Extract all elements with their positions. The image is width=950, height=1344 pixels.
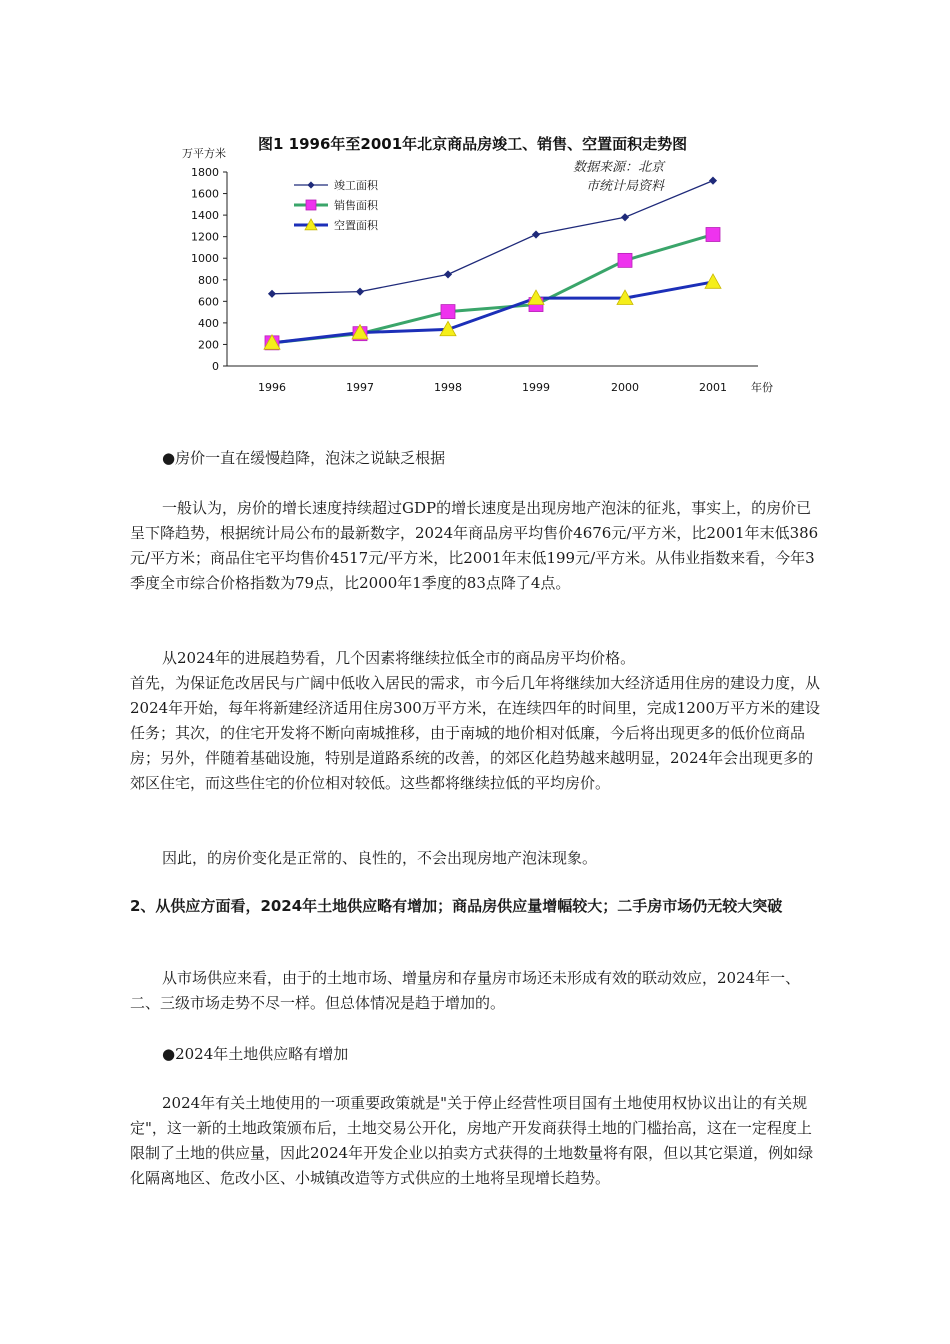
bullet-land-supply: ●2024年土地供应略有增加 (162, 1045, 349, 1063)
data-point-diamond-1997 (357, 288, 364, 295)
legend-label-square: 销售面积 (334, 199, 378, 212)
legend-label-diamond: 竣工面积 (334, 179, 378, 192)
x-tick-label-2001: 2001 (699, 381, 727, 394)
legend-label-triangle: 空置面积 (334, 219, 378, 232)
section-heading-supply: 2、从供应方面看，2024年土地供应略有增加；商品房供应量增幅较大；二手房市场仍无较大突破 (130, 897, 783, 915)
legend-swatch-marker-diamond (308, 182, 314, 188)
data-point-diamond-2001 (710, 177, 717, 184)
y-tick-label-0: 0 (212, 360, 219, 373)
series-line-diamond (272, 181, 713, 294)
y-tick-label-800: 800 (198, 273, 219, 287)
y-tick-label-1400: 1400 (191, 209, 219, 223)
y-tick-label-200: 200 (198, 338, 219, 352)
chart-source-note-line1: 数据来源：北京 (573, 160, 665, 175)
area-trend-chart (178, 128, 788, 418)
paragraph-factors: 首先，为保证危改居民与广阔中低收入居民的需求，市今后几年将继续加大经济适用住房的建设力度，从2024年开始，每年将新建经济适用住房300万平方米，在连续四年的时间里，完成1200万平方米的建设任务；其次，的住宅开发将不断向南城推移，由于南城的地价相对低廉，今后将出现更多的低价位商品房；另外，伴随着基础设施，特别是道路系统的改善，的郊区化趋势越来越明显，2024年会出现更多的郊区住宅，而这些住宅的价位相对较低。这些都将继续拉低的平均房价。 (130, 674, 821, 792)
x-tick-label-1997: 1997 (346, 381, 374, 394)
x-axis-label: 年份 (751, 381, 773, 394)
bullet-price-trend: ●房价一直在缓慢趋降，泡沫之说缺乏根据 (162, 449, 446, 467)
data-point-square-2000 (618, 253, 632, 267)
paragraph-trend-intro: 从2024年的进展趋势看，几个因素将继续拉低全市的商品房平均价格。 (162, 649, 636, 667)
y-axis-label: 万平方米 (182, 147, 226, 160)
data-point-triangle-2001 (705, 274, 721, 288)
data-point-diamond-1999 (533, 231, 540, 238)
data-point-diamond-1998 (445, 271, 452, 278)
legend-swatch-marker-square (306, 200, 316, 210)
paragraph-market-supply: 从市场供应来看，由于的土地市场、增量房和存量房市场还未形成有效的联动效应，2024年一、二、三级市场走势不尽一样。但总体情况是趋于增加的。 (130, 969, 801, 1012)
y-tick-label-1800: 1800 (191, 166, 219, 179)
chart-source-note-line2: 市统计局资料 (586, 179, 665, 194)
series-line-square (272, 235, 713, 343)
paragraph-price-analysis: 一般认为，房价的增长速度持续超过GDP的增长速度是出现房地产泡沫的征兆，事实上，的房价已呈下降趋势，根据统计局公布的最新数字，2024年商品房平均售价4676元/平方米，比2001年末低386元/平方米；商品住宅平均售价4517元/平方米，比2001年末低199元/平方米。从伟业指数来看，今年3季度全市综合价格指数为79点，比2000年1季度的83点降了4点。 (130, 499, 819, 592)
data-point-square-2001 (706, 228, 720, 242)
y-tick-label-400: 400 (198, 316, 219, 330)
x-tick-label-1999: 1999 (522, 381, 550, 394)
data-point-diamond-1996 (269, 290, 276, 297)
y-tick-label-1600: 1600 (191, 187, 219, 201)
y-tick-label-1000: 1000 (191, 252, 219, 266)
y-tick-label-1200: 1200 (191, 230, 219, 244)
data-point-square-1998 (441, 305, 455, 319)
paragraph-land-policy: 2024年有关土地使用的一项重要政策就是"关于停止经营性项目国有土地使用权协议出让的有关规定"，这一新的土地政策颁布后，土地交易公开化，房地产开发商获得土地的门槛抬高，这在一定程度上限制了土地的供应量，因此2024年开发企业以拍卖方式获得的土地数量将有限，但以其它渠道，例如绿化隔离地区、危改小区、小城镇改造等方式供应的土地将呈现增长趋势。 (130, 1094, 814, 1187)
data-point-diamond-2000 (622, 214, 629, 221)
y-tick-label-600: 600 (198, 295, 219, 309)
x-tick-label-1996: 1996 (258, 381, 286, 394)
paragraph-conclusion: 因此，的房价变化是正常的、良性的，不会出现房地产泡沫现象。 (162, 849, 598, 867)
series-line-triangle (272, 282, 713, 343)
x-tick-label-2000: 2000 (611, 381, 639, 394)
chart-title: 图1 1996年至2001年北京商品房竣工、销售、空置面积走势图 (258, 135, 688, 153)
x-tick-label-1998: 1998 (434, 381, 462, 394)
